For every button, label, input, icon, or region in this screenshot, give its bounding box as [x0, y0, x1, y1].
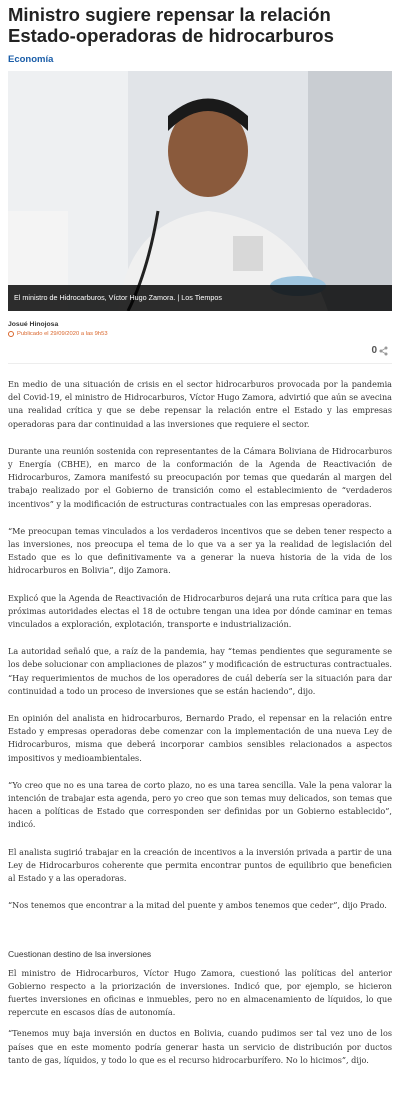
- share-bar: [8, 337, 392, 364]
- category-link[interactable]: Economía: [8, 54, 54, 65]
- paragraph: Explicó que la Agenda de Reactivación de Hidrocarburos dejará una ruta crítica para que las próximas autoridades electas el 18 de octubre tengan una idea por dónde caminar en temas vinculados a exploración, explotación, transporte e industrialización.: [8, 592, 392, 630]
- share-icon: [379, 346, 388, 356]
- paragraph: “Yo creo que no es una tarea de corto plazo, no es una tarea sencilla. Vale la pena valorar la intención de trabajar esta agenda, pero yo creo que son temas muy delicados, son temas que hacen a políticas de Estado que corresponden ser definidas por un Gobierno establecido”, indicó.: [8, 779, 392, 830]
- article: [0, 4, 400, 1067]
- paragraph: En opinión del analista en hidrocarburos, Bernardo Prado, el repensar en la relación entre Estado y empresas operadoras debe comenzar con la implementación de una nueva Ley de Hidrocarburos, misma que deberá incorporar cambios sensibles relacionados a aspectos impositivos y medioambientales.: [8, 713, 392, 763]
- paragraph: “Nos tenemos que encontrar a la mitad del puente y ambos tenemos que ceder”, dijo Prado.: [8, 900, 387, 911]
- paragraph: “Tenemos muy baja inversión en ductos en Bolivia, cuando pudimos ser tal vez uno de los países que en este momento podría generar hasta un servicio de distribución por ductos tanto de gas, líquidos, y todo lo que es el recurso hidrocarburífero. No lo hicimos”, dijo.: [8, 1028, 392, 1065]
- author-name: Josué Hinojosa: [8, 321, 59, 328]
- article-photo: [8, 71, 392, 311]
- paragraph: Durante una reunión sostenida con representantes de la Cámara Boliviana de Hidrocarburos y Energía (CBHE), en marco de la conformación de la Agenda de Reactivación de Hidrocarburos, Zamora manifestó su preocupación por temas que quedarán al margen del trabajo realizado por el Gobierno de transición como el establecimiento de “verdaderos incentivos” y la modificación de estructuras contractuales con las empresas operadoras.: [8, 445, 392, 509]
- share-button[interactable]: [371, 345, 388, 356]
- article-title: Ministro sugiere repensar la relación Estado-operadoras de hidrocarburos: [8, 4, 334, 46]
- article-body: [6, 378, 394, 1067]
- paragraph: El ministro de Hidrocarburos, Víctor Hugo Zamora, cuestionó las políticas del anterior Gobierno respecto a la priorización de inversiones. Indicó que, por ejemplo, se hicieron fuertes inversiones en oficinas e inmuebles, pero no en almacenamiento de líquidos, lo que repercute en escasos días de autonomía.: [8, 967, 392, 1018]
- paragraph: En medio de una situación de crisis en el sector hidrocarburos provocada por la pandemia del Covid-19, el ministro de Hidrocarburos, Víctor Hugo Zamora, advirtió que aún se avecina una realidad crítica y que se debe repensar la relación entre el Estado y las empresas operadoras para dar continuidad a las inversiones que requiere el sector.: [8, 379, 392, 429]
- publish-date-text: Publicado el 29/09/2020 a las 9h53: [17, 331, 108, 337]
- section-subheading: Cuestionan destino de lsa inversiones: [8, 948, 152, 959]
- photo-caption: El ministro de Hidrocarburos, Víctor Hugo Zamora. | Los Tiempos: [8, 285, 392, 311]
- paragraph: “Me preocupan temas vinculados a los verdaderos incentivos que se deben tener respecto a las inversiones, nos preocupa el tema de lo que va a ser ya la realidad de legislación del Estado que es lo que definitivamente va a generar la nueva historia de la vida de los hidrocarburos en Bolivia”, dijo Zamora.: [8, 525, 392, 576]
- photo-illustration: [8, 71, 392, 311]
- paragraph: La autoridad señaló que, a raíz de la pandemia, hay “temas pendientes que seguramente se los debe solucionar con ampliaciones de plazos” y modificación de estructuras contractuales. “Hay requerimientos de muchos de los operadores de cuál debería ser la situación para dar continuidad a todo un proceso de inversiones que se están haciendo”, dijo.: [8, 646, 392, 696]
- share-count: 0: [371, 345, 377, 356]
- paragraph: El analista sugirió trabajar en la creación de incentivos a la inversión privada a partir de una Ley de Hidrocarburos coherente que permita encontrar puntos de equilibrio que beneficien al Estado y a las operadoras.: [8, 846, 392, 884]
